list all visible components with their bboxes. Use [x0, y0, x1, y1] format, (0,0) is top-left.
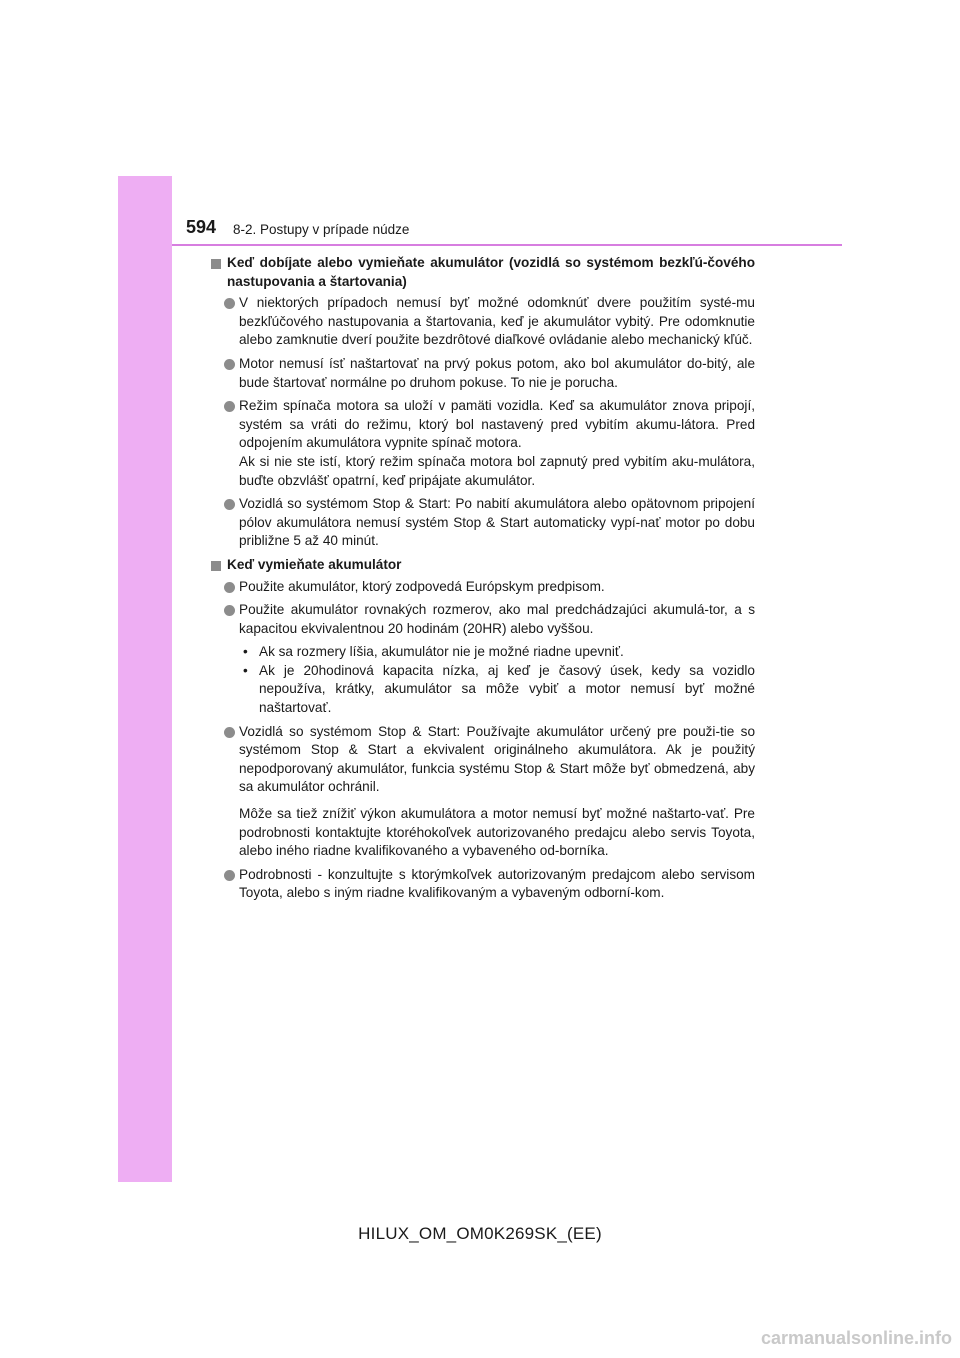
section-heading-replacing: [210, 556, 755, 575]
circle-bullet-icon: [224, 298, 235, 309]
heading-text: Keď vymieňate akumulátor: [227, 556, 402, 572]
circle-bullet-icon: [224, 870, 235, 881]
section-title: 8-2. Postupy v prípade núdze: [233, 222, 410, 237]
list-item: [210, 601, 755, 718]
sub-list: [239, 643, 755, 717]
list-item-text: Vozidlá so systémom Stop & Start: Používajte akumulátor určený pre použi-tie so systémom Stop & Start a ekvivalent originálneho akumulátora. Ak je použitý nepodporovaný akumulátor, funkcia systému Stop & Start môže byť obmedzená, aby sa akumulátor ochránil.: [239, 723, 755, 795]
page-number: 594: [186, 217, 217, 237]
page-content: [210, 254, 755, 908]
list-item: [210, 723, 755, 861]
circle-bullet-icon: [224, 401, 235, 412]
circle-bullet-icon: [224, 605, 235, 616]
document-code: HILUX_OM_OM0K269SK_(EE): [358, 1224, 602, 1243]
sub-list-item: [243, 662, 755, 718]
circle-bullet-icon: [224, 582, 235, 593]
circle-bullet-icon: [224, 727, 235, 738]
list-item: [210, 355, 755, 392]
side-color-band: [118, 176, 172, 1182]
list-item-text: Použite akumulátor rovnakých rozmerov, ako mal predchádzajúci akumulá-tor, a s kapacitou ekvivalentnou 20 hodinám (20HR) alebo vyššou.: [239, 602, 755, 636]
square-bullet-icon: [211, 561, 221, 571]
list-item-text: Použite akumulátor, ktorý zodpovedá Európskym predpisom.: [239, 578, 605, 594]
section-heading-charging: [210, 254, 755, 291]
square-bullet-icon: [211, 259, 221, 269]
list-item-text: V niektorých prípadoch nemusí byť možné odomknúť dvere použitím systé-mu bezkľúčového nastupovania a štartovania, keď je akumulátor vybitý. Pre odomknutie alebo zamknutie dverí použite bezdrôtové diaľkové ovládanie alebo mechanický kľúč.: [239, 295, 755, 348]
list-item: [210, 866, 755, 903]
header-rule: [172, 244, 842, 246]
list-item-text: Môže sa tiež znížiť výkon akumulátora a motor nemusí byť možné naštarto-vať. Pre podrobnosti kontaktujte ktoréhokoľvek autorizovaného predajcu alebo servis Toyota, alebo iného riadne kvalifikovaného a vybaveného od-borníka.: [239, 806, 755, 859]
list-item: [210, 578, 755, 597]
sub-list-item-text: Ak je 20hodinová kapacita nízka, aj keď je časový úsek, kedy sa vozidlo nepoužíva, krátky, akumulátor sa môže vybiť a motor nemusí byť možné naštartovať.: [259, 662, 755, 716]
watermark: carmanualsonline.info: [760, 1328, 952, 1348]
list-item: [210, 397, 755, 490]
list-item-text: Motor nemusí ísť naštartovať na prvý pokus potom, ako bol akumulátor do-bitý, ale bude štartovať normálne po druhom pokuse. To nie je porucha.: [239, 355, 755, 390]
small-dot-icon: •: [243, 662, 248, 678]
heading-text: Keď dobíjate alebo vymieňate akumulátor (vozidlá so systémom bezkľú-čového nastupovania a štartovania): [227, 255, 755, 289]
list-item-text: Režim spínača motora sa uloží v pamäti vozidla. Keď sa akumulátor znova pripojí, systém sa vráti do režimu, ktorý bol nastavený pred vybitím akumu-látora. Pred odpojením akumulátora vypnite spínač motora.: [239, 398, 755, 451]
sub-list-item-text: Ak sa rozmery líšia, akumulátor nie je možné riadne upevniť.: [259, 644, 624, 660]
list-item-text: Vozidlá so systémom Stop & Start: Po nabití akumulátora alebo opätovnom pripojení pólov akumulátora nemusí systém Stop & Start automaticky vypí-nať motor po dobu približne 5 až 40 minút.: [239, 496, 755, 549]
list-item: [210, 495, 755, 551]
list-item-text: Podrobnosti - konzultujte s ktorýmkoľvek autorizovaným predajcom alebo servisom Toyota, alebo s iným riadne kvalifikovaným a vybaveným odborní-kom.: [239, 866, 755, 901]
circle-bullet-icon: [224, 499, 235, 510]
small-dot-icon: •: [243, 644, 248, 660]
list-item: [210, 294, 755, 350]
list-item-text: Ak si nie ste istí, ktorý režim spínača motora bol zapnutý pred vybitím aku-mulátora, buďte obzvlášť opatrní, keď pripájate akumulátor.: [239, 453, 755, 488]
sub-list-item: [243, 643, 755, 662]
circle-bullet-icon: [224, 359, 235, 370]
